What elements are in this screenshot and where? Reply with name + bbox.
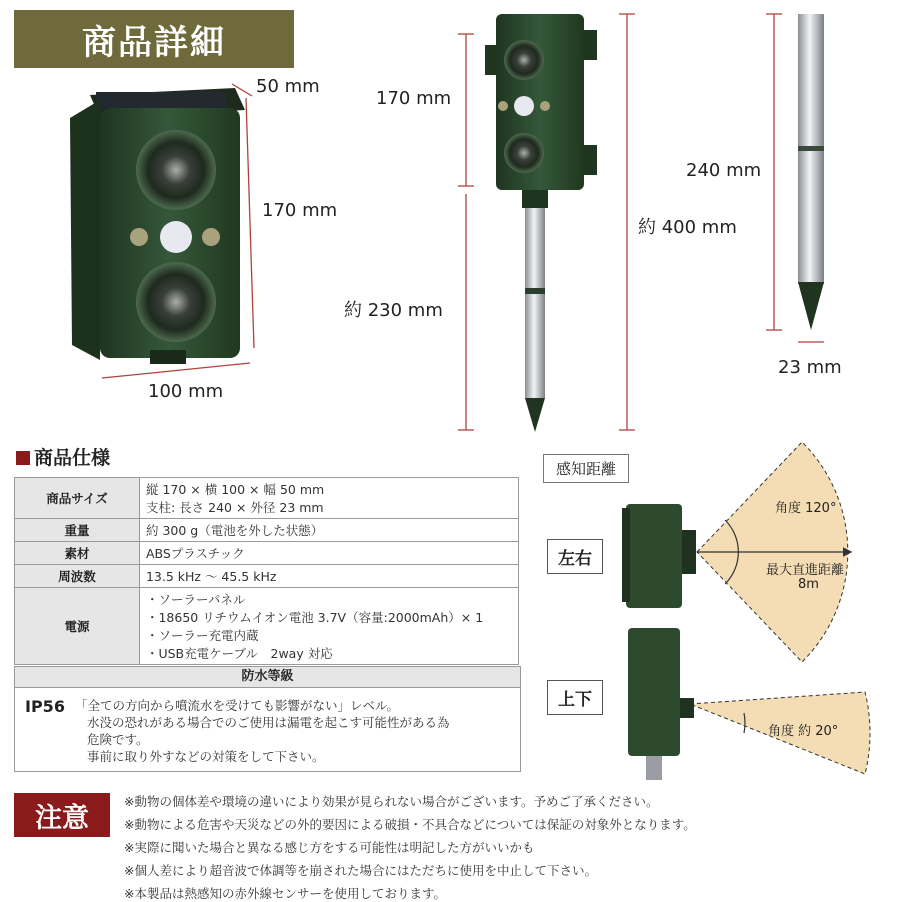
spec-label-power: 電源 [15,588,140,665]
horizontal-label: 左右 [547,539,603,574]
sensing-title: 感知距離 [543,454,629,483]
spec-section-title: 商品仕様 [16,443,110,470]
speaker-upper-icon [136,130,216,210]
unit-height-label: 170 mm [376,88,452,109]
device-side-icon [626,504,682,608]
spec-power-line: ・18650 リチウムイオン電池 3.7V（容量:2000mAh）× 1 [145,610,484,625]
notice-line: ※実際に聞いた場合と異なる感じ方をする可能性は明記した方がいいかも [124,840,535,855]
total-height-label: 約 400 mm [638,217,737,238]
table-row [15,519,519,542]
spec-label-frequency: 周波数 [15,565,140,588]
sensing-diagram [530,430,900,780]
spec-weight-value: 約 300 g（電池を外した状態） [139,519,518,542]
notice-line: ※個人差により超音波で体調等を崩された場合にはただちに使用を中止して下さい。 [124,863,597,878]
notice-line: ※本製品は熱感知の赤外線センサーを使用しております。 [124,886,446,901]
spec-table [14,477,519,665]
spec-size-line: 支柱: 長さ 240 × 外径 23 mm [145,500,324,515]
section-marker-icon [16,451,30,465]
spec-material-value: ABSプラスチック [139,542,518,565]
waterproof-box [14,666,521,772]
pole-diameter-label: 23 mm [778,357,842,378]
table-row [15,588,519,665]
page-title-banner: 商品詳細 [14,10,294,68]
spec-power-line: ・ソーラーパネル [145,592,246,607]
width-label: 100 mm [148,381,224,402]
spec-label-weight: 重量 [15,519,140,542]
waterproof-line: 水没の恐れがある場合でのご使用は漏電を起こす可能性がある為 [87,715,450,730]
pir-sensor-icon [160,221,192,253]
product-illustration [0,0,900,440]
pole-length-label: 240 mm [686,160,762,181]
notice-line: ※動物による危害や天災などの外的要因による破損・不具合などについては保証の対象外となります。 [124,817,696,832]
waterproof-header: 防水等級 [15,667,520,688]
spec-frequency-value: 13.5 kHz ～ 45.5 kHz [139,565,518,588]
notice-list [124,792,696,902]
height-label: 170 mm [262,200,338,221]
vertical-label: 上下 [547,680,603,715]
waterproof-line: 危険です。 [87,732,149,747]
ip-rating: IP56 [25,697,65,716]
device-with-stake [485,14,597,432]
notice-line: ※動物の個体差や環境の違いにより効果が見られない場合がございます。予めご了承ください。 [124,794,659,809]
device-front-view [70,88,245,364]
spec-label-material: 素材 [15,542,140,565]
max-distance-label: 最大直進距離 [766,563,845,578]
notice-badge: 注意 [14,793,110,837]
spec-power-line: ・USB充電ケーブル 2way 対応 [145,646,333,661]
horizontal-angle-label: 角度 120° [775,501,837,516]
table-row [15,565,519,588]
max-distance-value: 8m [798,577,819,592]
vertical-angle-label: 角度 約 20° [768,724,839,739]
waterproof-line: 事前に取り外すなどの対策をして下さい。 [87,749,325,764]
stake-length-label: 約 230 mm [344,300,443,321]
waterproof-line: 「全ての方向から噴流水を受けても影響がない」レベル。 [75,698,400,713]
speaker-lower-icon [136,262,216,342]
device-top-icon [628,628,680,756]
table-row [15,478,519,519]
pole-image [798,14,824,330]
spec-power-line: ・ソーラー充電内蔵 [145,628,259,643]
spec-size-line: 縦 170 × 横 100 × 幅 50 mm [145,482,325,497]
depth-label: 50 mm [256,76,320,97]
table-row [15,542,519,565]
spec-label-size: 商品サイズ [15,478,140,519]
